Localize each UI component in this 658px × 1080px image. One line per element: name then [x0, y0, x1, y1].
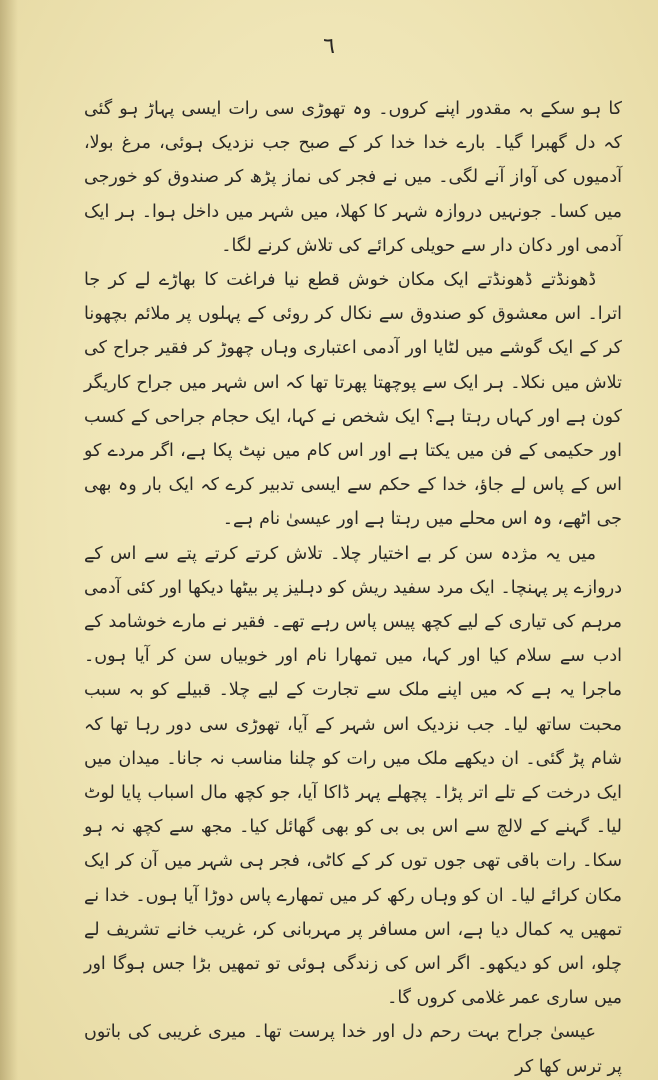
paragraph: ڈھونڈتے ڈھونڈتے ایک مکان خوش قطع نیا فراغت کا بھاڑے لے کر جا اترا۔ اس معشوق کو صندوق سے نکال کر روئی کے پہلوں پر ملائم بچھونا کر کے ایک گوشے میں لٹایا اور آدمی اعتباری وہاں چھوڑ کر فقیر جراح کی تلاش میں نکلا۔ ہر ایک سے پوچھتا پھرتا تھا کہ اس شہر میں جراح کاریگر کون ہے اور کہاں رہتا ہے؟ ایک شخص نے کہا، ایک حجام جراحی کے کسب اور حکیمی کے فن میں یکتا ہے اور اس کام میں نپٹ پکا ہے، اگر مردے کو اس کے پاس لے جاؤ، خدا کے حکم سے ایسی تدبیر کرے کہ ایک بار وہ بھی جی اٹھے، وہ اس محلے میں رہتا ہے اور عیسیٰ نام ہے۔	[84, 270, 622, 530]
paragraph: میں یہ مژدہ سن کر بے اختیار چلا۔ تلاش کرتے کرتے پتے سے اس کے دروازے پر پہنچا۔ ایک مرد سفید ریش کو دہلیز پر بیٹھا دیکھا اور کئی آدمی مرہم کی تیاری کے لیے کچھ پیس پاس رہے تھے۔ فقیر نے مارے خوشامد کے ادب سے سلام کیا اور کہا، میں تمھارا نام اور خوبیاں سن کر آیا ہوں۔ ماجرا یہ ہے کہ میں اپنے ملک سے تجارت کے لیے چلا۔ قبیلے کو بہ سبب محبت ساتھ لیا۔ جب نزدیک اس شہر کے آیا، تھوڑی سی دور رہا تھا کہ شام پڑ گئی۔ ان دیکھے ملک میں رات کو چلنا مناسب نہ جانا۔ میدان میں ایک درخت کے تلے اتر پڑا۔ پچھلے پہر ڈاکا آیا، جو کچھ مال اسباب پایا لوٹ لیا۔ گہنے کے لالچ سے اس بی بی کو بھی گھائل کیا۔ مجھ سے کچھ نہ ہو سکا۔ رات باقی تھی جوں توں کر کے کاٹی، فجر ہی شہر میں آن کر ایک مکان کرائے لیا۔ ان کو وہاں رکھ کر میں تمھارے پاس دوڑا آیا ہوں۔ خدا نے تمھیں یہ کمال دیا ہے، اس مسافر پر مہربانی کر، غریب خانے تشریف لے چلو، اس کو دیکھو۔ اگر اس کی زندگی ہوئی تو تمھیں بڑا جس ہوگا اور میں ساری عمر غلامی کروں گا۔	[84, 543, 622, 1009]
page-edge-shadow	[0, 0, 18, 1080]
page-body-text	[84, 92, 622, 1080]
page-number: ٦	[323, 34, 335, 59]
paragraph: عیسیٰ جراح بہت رحم دل اور خدا پرست تھا۔ میری غریبی کی باتوں پر ترس کھا کر	[84, 1022, 622, 1077]
paragraph: کا ہو سکے بہ مقدور اپنے کروں۔ وہ تھوڑی سی رات ایسی پہاڑ ہو گئی کہ دل گھبرا گیا۔ بارے خدا خدا کر کے صبح جب نزدیک ہوئی، مرغ بولا، آدمیوں کی آواز آنے لگی۔ میں نے فجر کی نماز پڑھ کر صندوق کو خورجی میں کسا۔ جونہیں دروازہ شہر کا کھلا، میں شہر میں داخل ہوا۔ ہر ایک آدمی اور دکان دار سے حویلی کرائے کی تلاش کرنے لگا۔	[84, 99, 622, 256]
